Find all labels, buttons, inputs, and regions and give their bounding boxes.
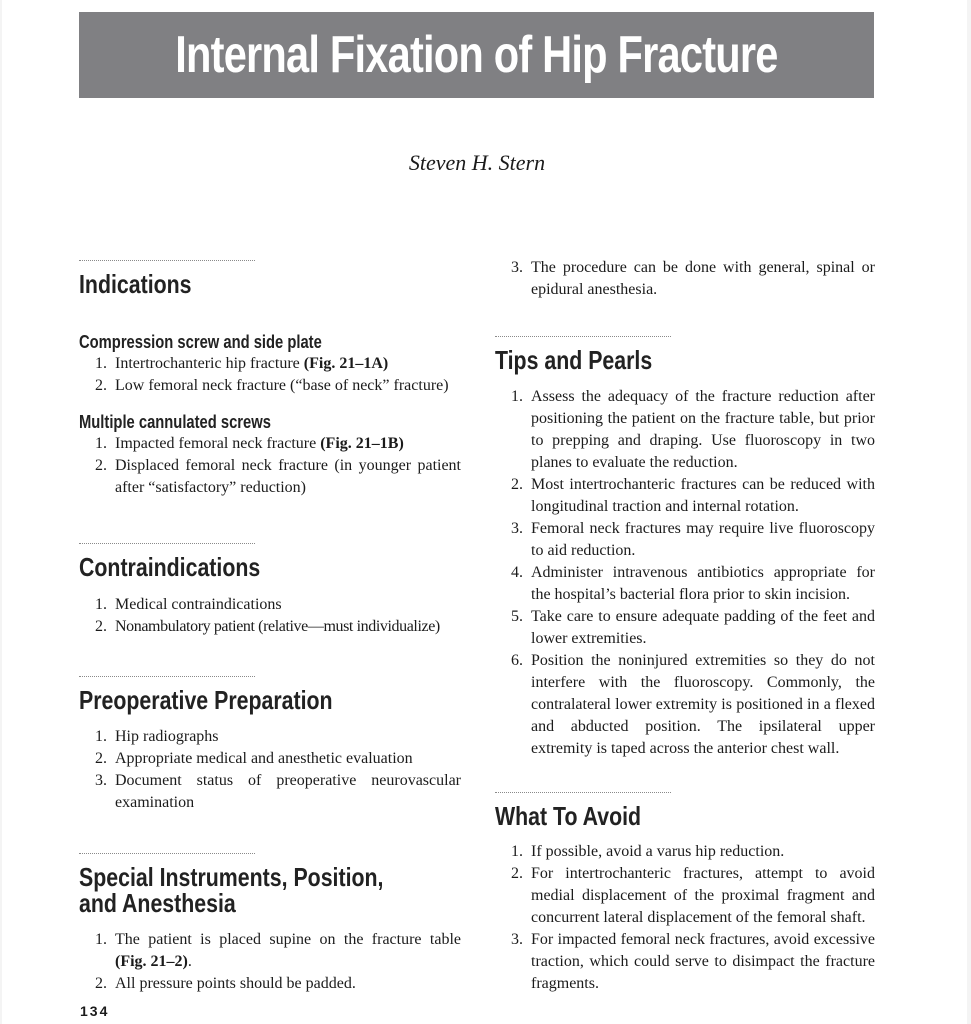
subheading: Multiple cannulated screws (79, 412, 271, 432)
list-item: 1. Medical contraindications (95, 596, 282, 613)
special-continued (495, 257, 875, 311)
section-rule (79, 260, 255, 261)
list-item: 3. For impacted femoral neck fractures, avoid excessive traction, which could serve to disimpact the fracture fragments. (511, 931, 875, 992)
author-name: Steven H. Stern (408, 150, 546, 175)
list-item: 2. For intertrochanteric fractures, attempt to avoid medial displacement of the proximal fragment and concurrent lateral displacement of the femoral shaft. (511, 865, 875, 926)
list-item: 1. Assess the adequacy of the fracture reduction after positioning the patient on the fracture table, but prior to prepping and draping. Use fluoroscopy in two planes to evaluate the reduction. (511, 388, 875, 471)
list-item: 2. Nonambulatory patient (relative—must individualize) (95, 618, 440, 635)
page (2, 0, 967, 1024)
list-item: 6. Position the noninjured extremities so they do not interfere with the fluoroscopy. Commonly, the contralateral lower extremity is positioned in a flexed and abducted position. The ipsilateral upper extremity is taped across the anterior chest wall. (511, 652, 875, 757)
list-item: 3. Femoral neck fractures may require live fluoroscopy to aid reduction. (511, 520, 875, 559)
section-rule (79, 676, 255, 677)
list-item: 1. Intertrochanteric hip fracture (Fig. 21–1A) (95, 355, 389, 372)
section-rule (79, 853, 255, 854)
cannulated-list (79, 433, 461, 499)
special-instruments-section (79, 853, 461, 1005)
list-item: 1. If possible, avoid a varus hip reduction. (511, 843, 785, 860)
contraindications-list (79, 594, 461, 638)
list-item: 2. All pressure points should be padded. (95, 975, 356, 992)
tips-list (495, 386, 875, 760)
left-column (79, 0, 461, 1024)
preoperative-section (79, 676, 461, 824)
right-column (495, 0, 875, 1024)
section-rule (495, 792, 671, 793)
tips-section (495, 336, 875, 770)
list-item: 3. The procedure can be done with general, spinal or epidural anesthesia. (511, 259, 875, 298)
section-heading: What To Avoid (495, 801, 642, 831)
chapter-title: Internal Fixation of Hip Fracture (175, 26, 778, 84)
section-heading: Tips and Pearls (495, 345, 653, 375)
avoid-section (495, 792, 875, 1005)
page-number: 134 (80, 1003, 110, 1019)
list-item: 4. Administer intravenous antibiotics appropriate for the hospital’s bacterial flora prior to skin incision. (511, 564, 875, 603)
special-list (79, 929, 461, 995)
subheading: Compression screw and side plate (79, 332, 322, 352)
special-list-continued (495, 257, 875, 301)
indications-section (79, 260, 461, 509)
contraindications-section (79, 543, 461, 648)
section-heading: Contraindications (79, 552, 261, 582)
list-item: 5. Take care to ensure adequate padding of the feet and lower extremities. (511, 608, 875, 647)
section-heading: Indications (79, 269, 192, 299)
section-heading: Preoperative Preparation (79, 685, 333, 715)
list-item: 3. Document status of preoperative neurovascular examination (95, 772, 461, 811)
section-heading: Special Instruments, Position, and Anesthesia (79, 862, 384, 918)
list-item: 2. Displaced femoral neck fracture (in younger patient after “satisfactory” reduction) (95, 457, 461, 496)
compression-list (79, 353, 461, 397)
section-rule (79, 543, 255, 544)
list-item: 1. Hip radiographs (95, 728, 219, 745)
avoid-list (495, 841, 875, 995)
list-item: 2. Most intertrochanteric fractures can be reduced with longitudinal traction and internal rotation. (511, 476, 875, 515)
list-item: 1. Impacted femoral neck fracture (Fig. 21–1B) (95, 435, 404, 452)
section-rule (495, 336, 671, 337)
list-item: 2. Low femoral neck fracture (“base of neck” fracture) (95, 377, 449, 394)
list-item: 2. Appropriate medical and anesthetic evaluation (95, 750, 413, 767)
preoperative-list (79, 726, 461, 814)
list-item: 1. The patient is placed supine on the fracture table (Fig. 21–2). (95, 931, 461, 970)
